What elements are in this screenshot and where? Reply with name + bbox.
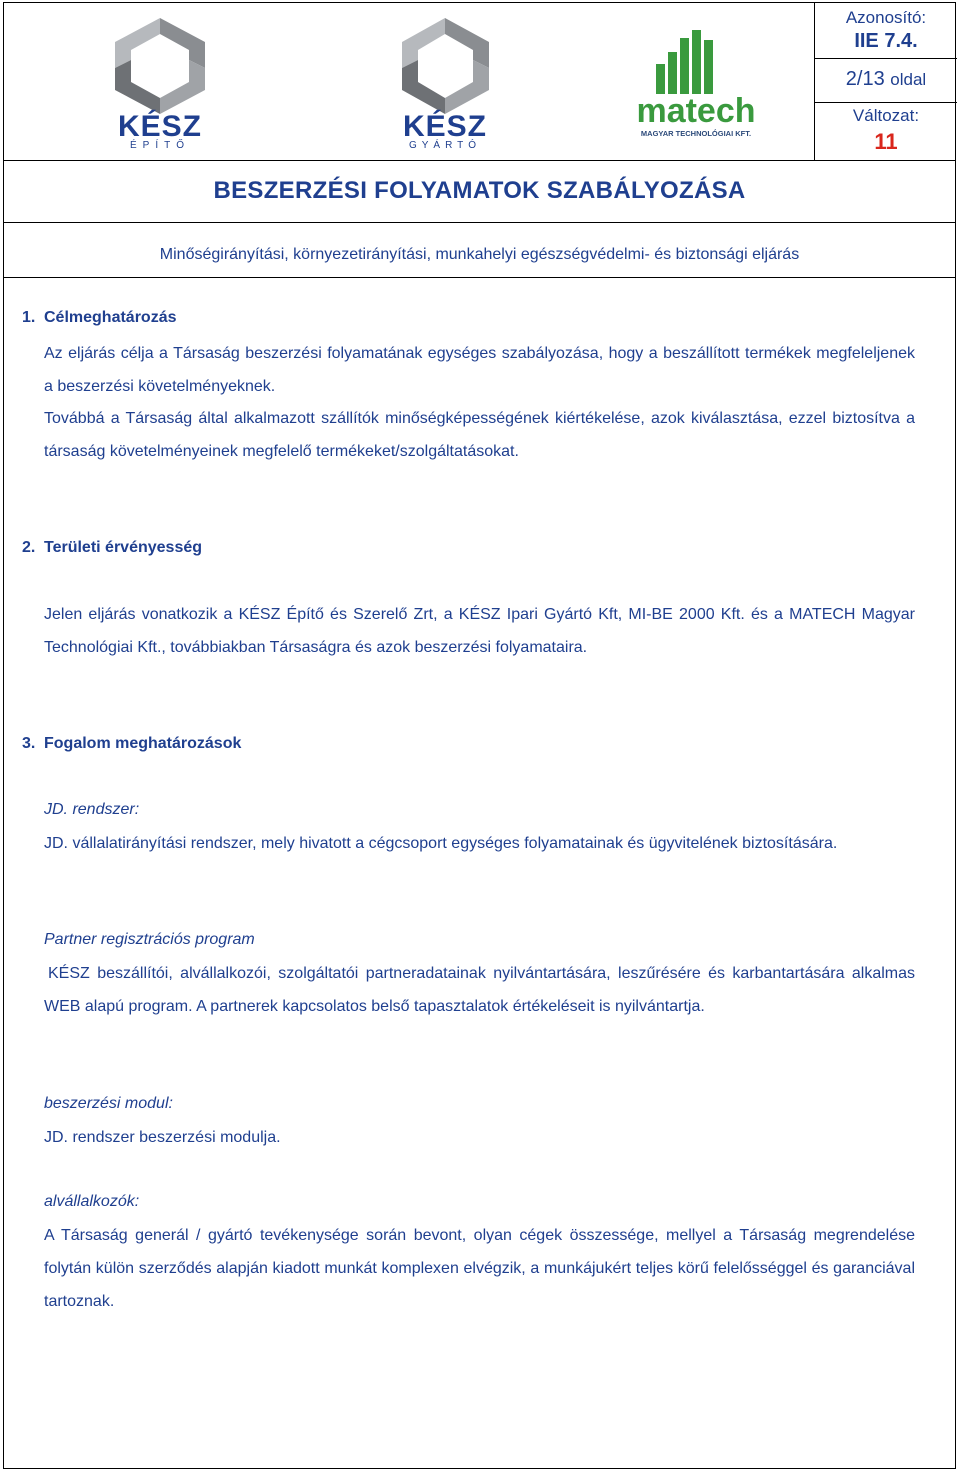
- page-number-value: 2/13: [845, 68, 885, 90]
- definition-partner-regisztracios-program: KÉSZ beszállítói, alvállalkozói, szolgáltatói partneradatainak nyilvántartására, leszűrésére és karbantartására alkalmas WEB alapú program. A partnerek kapcsolatos belső tapasztalatok értékeléseit is nyilvántartja.: [44, 965, 915, 1015]
- kesz-cube-icon: [402, 18, 489, 114]
- svg-text:MAGYAR TECHNOLÓGIAI KFT.: MAGYAR TECHNOLÓGIAI KFT.: [640, 129, 752, 138]
- term-alvallalkozok: alvállalkozók:: [44, 1193, 140, 1210]
- svg-text:matech: matech: [636, 92, 756, 130]
- divider: [815, 102, 957, 103]
- kesz-epito-logo: [105, 16, 215, 150]
- section-1-paragraph-1: Az eljárás célja a Társaság beszerzési folyamatának egységes szabályozása, hogy a beszállított termékek megfeleljenek a beszerzési követelményeknek.: [44, 345, 915, 395]
- section-number: 2.: [22, 539, 36, 556]
- section-number: 3.: [22, 735, 36, 752]
- section-title: Fogalom meghatározások: [44, 735, 242, 752]
- term-partner-regisztracios-program: Partner regisztrációs program: [44, 931, 255, 948]
- term-jd-rendszer: JD. rendszer:: [44, 801, 140, 818]
- definition-beszerzesi-modul: JD. rendszer beszerzési modulja.: [44, 1129, 281, 1146]
- section-title: Célmeghatározás: [44, 309, 177, 326]
- section-2-heading: [22, 539, 202, 557]
- definition-alvallalkozok: A Társaság generál / gyártó tevékenysége során bevont, olyan cégek összessége, mellyel a Társaság megrendelése folytán külön szerződés alapján kiadott munkát komplexen elvégzik, a munkájukért teljes körű felelősséggel és garanciával tartoznak.: [44, 1227, 915, 1310]
- id-label: Azonosító:: [845, 8, 927, 27]
- svg-text:KÉSZ: KÉSZ: [402, 110, 488, 143]
- document-subtitle: Minőségirányítási, környezetirányítási, munkahelyi egészségvédelmi- és biztonsági eljárás: [159, 246, 800, 263]
- divider: [815, 58, 957, 59]
- kesz-gyarto-logo: [393, 16, 498, 150]
- matech-building-icon: [656, 30, 713, 94]
- version-value: 11: [874, 129, 898, 154]
- section-3-heading: [22, 735, 241, 753]
- document-id-cell: [814, 2, 956, 160]
- id-value: IIE 7.4.: [854, 30, 918, 52]
- svg-text:GYÁRTÓ: GYÁRTÓ: [408, 140, 482, 150]
- term-beszerzesi-modul: beszerzési modul:: [44, 1095, 173, 1112]
- section-2-paragraph: Jelen eljárás vonatkozik a KÉSZ Építő és Szerelő Zrt, a KÉSZ Ipari Gyártó Kft, MI-BE 2000 Kft. és a MATECH Magyar Technológiai Kft., továbbiakban Társaságra és azok beszerzési folyamataira.: [44, 606, 915, 656]
- header-subtitle-row: [3, 223, 956, 278]
- definition-jd-rendszer: JD. vállalatirányítási rendszer, mely hivatott a cégcsoport egységes folyamatainak és ügyvitelének biztosítására.: [44, 835, 838, 852]
- svg-text:ÉPÍTŐ: ÉPÍTŐ: [129, 140, 191, 150]
- header-title-row: [3, 161, 956, 223]
- matech-logo: [634, 26, 760, 140]
- section-number: 1.: [22, 309, 36, 326]
- page-number: [815, 68, 957, 91]
- section-title: Területi érvényesség: [44, 539, 203, 556]
- document-title: BESZERZÉSI FOLYAMATOK SZABÁLYOZÁSA: [213, 177, 746, 204]
- version-label: Változat:: [852, 106, 920, 125]
- svg-text:KÉSZ: KÉSZ: [117, 110, 203, 143]
- section-1-paragraph-2: Továbbá a Társaság által alkalmazott szállítók minőségképességének kiértékelése, azok kiválasztása, ezzel biztosítva a társaság követelményeinek megfelelő termékeket/szolgáltatásokat.: [44, 410, 915, 460]
- section-1-heading: [22, 309, 177, 327]
- page-unit: oldal: [890, 70, 927, 89]
- kesz-cube-icon: [115, 18, 205, 114]
